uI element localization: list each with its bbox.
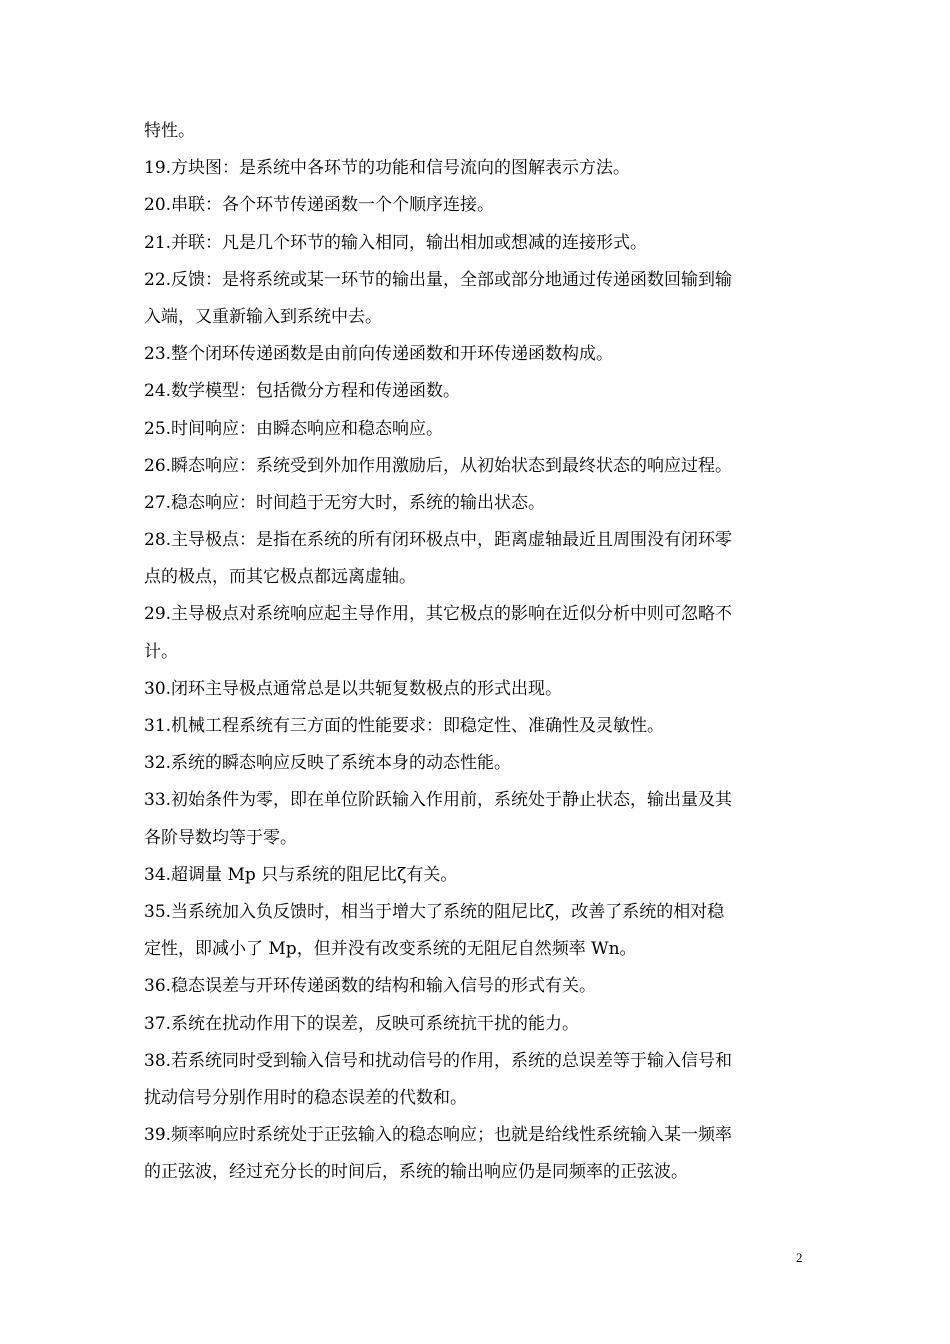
list-item [144,336,806,373]
list-item [144,262,806,336]
text-line: 21.并联：凡是几个环节的输入相同，输出相加或想减的连接形式。 [144,232,648,253]
list-item [144,187,806,224]
list-item [144,1006,806,1043]
list-item [144,373,806,410]
text-line: 特性。 [144,121,195,141]
text-line: 计。 [144,641,178,662]
list-item [144,448,806,485]
text-line: 点的极点，而其它极点都远离虚轴。 [144,567,416,588]
document-body [144,113,806,1191]
text-line: 定性，即减小了 Mp，但并没有改变系统的无阻尼自然频率 Wn。 [144,939,637,960]
list-item [144,708,806,745]
text-line: 的正弦波，经过充分长的时间后，系统的输出响应仍是同频率的正弦波。 [144,1162,688,1183]
text-line: 23.整个闭环传递函数是由前向传递函数和开环传递函数构成。 [144,344,614,365]
text-line: 35.当系统加入负反馈时，相当于增大了系统的阻尼比ζ，改善了系统的相对稳 [144,901,725,922]
list-item [144,522,806,596]
list-item [144,671,806,708]
text-line: 28.主导极点：是指在系统的所有闭环极点中，距离虚轴最近且周围没有闭环零 [144,530,733,551]
text-line: 29.主导极点对系统响应起主导作用，其它极点的影响在近似分析中则可忽略不 [144,604,733,625]
text-line: 36.稳态误差与开环传递函数的结构和输入信号的形式有关。 [144,976,597,997]
text-line: 20.串联：各个环节传递函数一个个顺序连接。 [144,195,495,216]
list-item [144,411,806,448]
text-line: 37.系统在扰动作用下的误差，反映可系统抗干扰的能力。 [144,1013,580,1034]
text-line: 26.瞬态响应：系统受到外加作用激励后，从初始状态到最终状态的响应过程。 [144,455,733,476]
text-line: 31.机械工程系统有三方面的性能要求：即稳定性、准确性及灵敏性。 [144,716,665,736]
text-line: 入端，又重新输入到系统中去。 [144,306,382,327]
list-item [144,596,806,670]
text-line: 30.闭环主导极点通常总是以共轭复数极点的形式出现。 [144,678,563,699]
list-item [144,894,806,968]
text-line: 25.时间响应：由瞬态响应和稳态响应。 [144,418,444,439]
text-line: 27.稳态响应：时间趋于无穷大时，系统的输出状态。 [144,492,546,513]
text-line: 19.方块图：是系统中各环节的功能和信号流向的图解表示方法。 [144,158,631,179]
list-item [144,1117,806,1191]
list-item [144,485,806,522]
list-item [144,745,806,782]
page-number: 2 [796,1250,803,1265]
text-line: 扰动信号分别作用时的稳态误差的代数和。 [144,1087,467,1108]
text-line: 38.若系统同时受到输入信号和扰动信号的作用，系统的总误差等于输入信号和 [144,1050,733,1071]
text-line: 33.初始条件为零，即在单位阶跃输入作用前，系统处于静止状态，输出量及其 [144,790,733,811]
list-item [144,857,806,894]
list-item [144,150,806,187]
text-line: 32.系统的瞬态响应反映了系统本身的动态性能。 [144,753,512,774]
list-item [144,113,806,150]
text-line: 24.数学模型：包括微分方程和传递函数。 [144,381,461,402]
list-item [144,1043,806,1117]
text-line: 39.频率响应时系统处于正弦输入的稳态响应；也就是给线性系统输入某一频率 [144,1125,733,1146]
text-line: 34.超调量 Mp 只与系统的阻尼比ζ有关。 [144,864,458,885]
list-item [144,968,806,1005]
list-item [144,225,806,262]
text-line: 22.反馈：是将系统或某一环节的输出量，全部或部分地通过传递函数回输到输 [144,269,733,290]
text-line: 各阶导数均等于零。 [144,827,297,848]
list-item [144,782,806,856]
